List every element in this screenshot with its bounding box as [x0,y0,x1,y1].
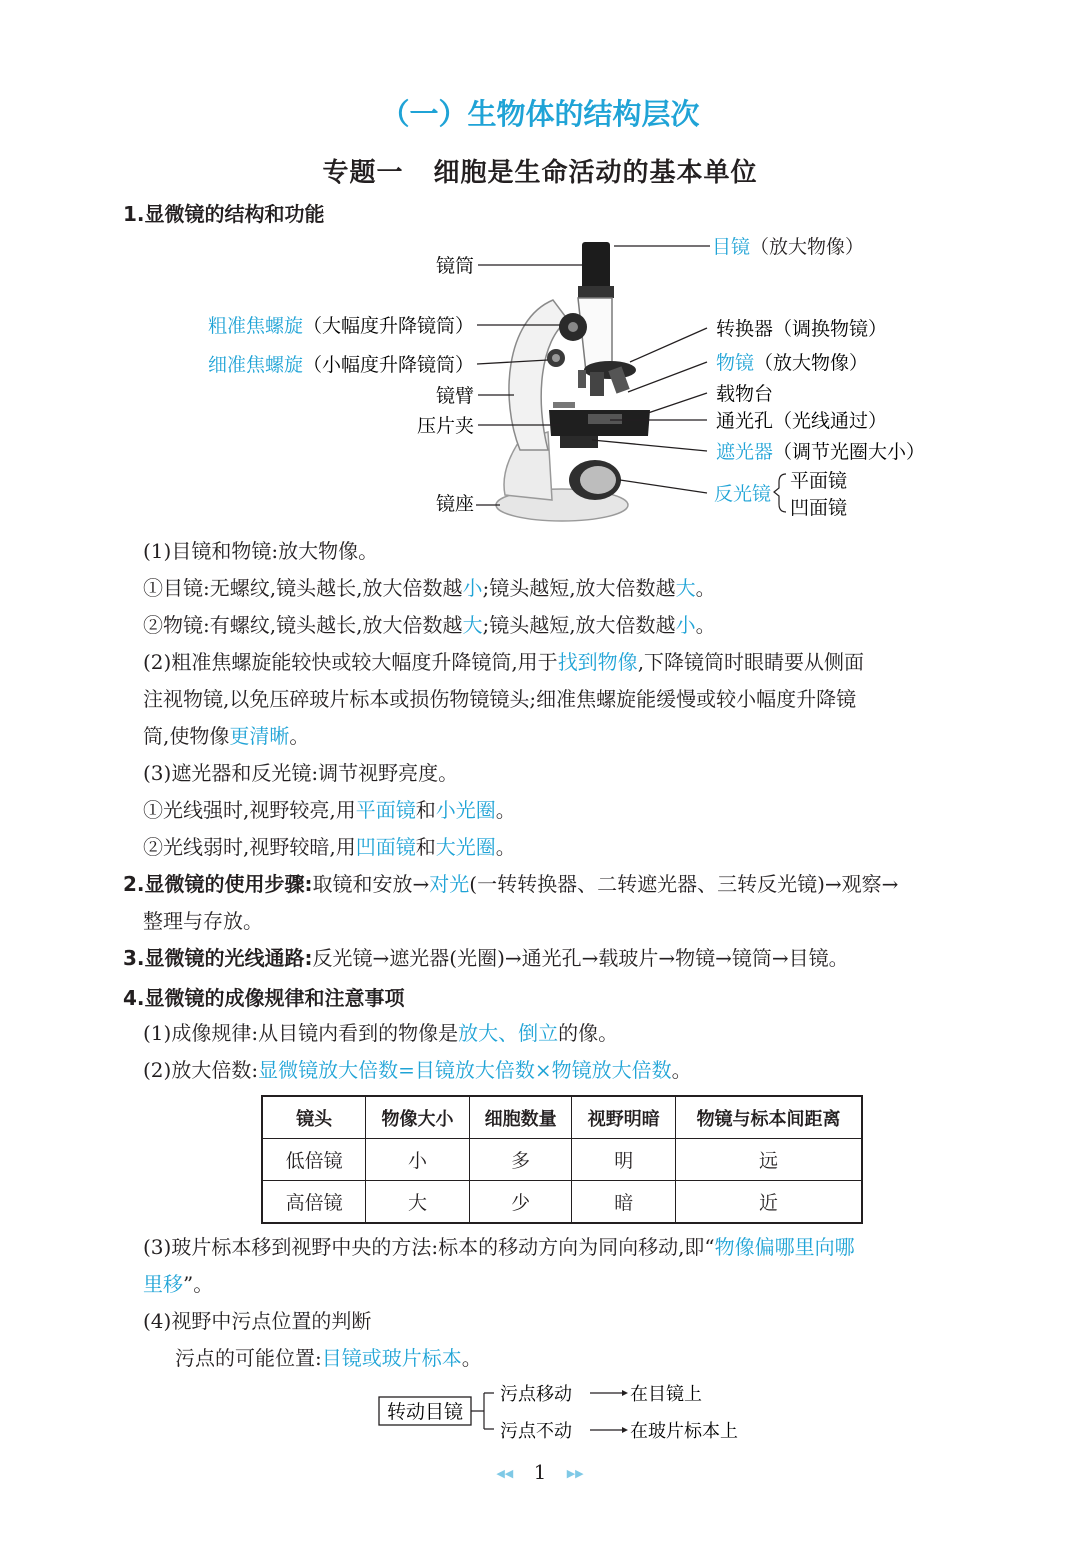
stain-bracket [471,1393,494,1429]
table-cell: 高倍镜 [262,1181,366,1224]
s3-line: 3.显微镜的光线通路:反光镜→遮光器(光圈)→通光孔→载玻片→物镜→镜筒→目镜。 [123,946,849,970]
s1-p3: (3)遮光器和反光镜:调节视野亮度。 [143,761,459,785]
s2-line2: 整理与存放。 [143,909,263,933]
nosepiece-label: 转换器（调换物镜） [716,318,888,340]
s4-p3-line1: (3)玻片标本移到视野中央的方法:标本的移动方向为同向移动,即“物像偏哪里向哪 [143,1235,855,1259]
stain-row1-left: 污点移动 [500,1384,572,1405]
mirror-label: 反光镜 [714,483,772,505]
arrow-head-icon [622,1390,628,1396]
next-arrows-icon: ▶▶ [566,1467,584,1480]
s4-heading: 4.显微镜的成像规律和注意事项 [123,986,405,1010]
s4-p3-line2: 里移”。 [143,1272,214,1296]
hole-label: 通光孔（光线通过） [716,410,888,432]
page-number: 1 [533,1460,547,1484]
table-cell: 远 [676,1139,862,1181]
table-header: 细胞数量 [469,1096,572,1139]
table-header: 物镜与标本间距离 [676,1096,862,1139]
eyepiece-label: 目镜（放大物像） [712,236,865,258]
mirror-brace [774,474,786,512]
s1-heading: 1.显微镜的结构和功能 [123,202,325,226]
s3-heading: 3.显微镜的光线通路: [123,946,313,970]
topic-title [0,152,1080,189]
objective-label: 物镜（放大物像） [716,352,869,374]
table-row [262,1181,862,1224]
table-header: 镜头 [262,1096,366,1139]
table-cell: 少 [469,1181,572,1224]
table-cell: 小 [366,1139,470,1181]
fine-focus-label: 细准焦螺旋（小幅度升降镜筒） [207,354,474,376]
s1-p2-line1: (2)粗准焦螺旋能较快或较大幅度升降镜筒,用于找到物像,下降镜筒时眼睛要从侧面 [143,650,865,674]
mirror-flat-label: 平面镜 [790,470,848,492]
microscope-diagram [0,230,1080,530]
table-header-row [262,1096,862,1139]
stain-row1-right: 在目镜上 [630,1384,702,1405]
stain-row2-left: 污点不动 [500,1421,572,1442]
lens-comparison-table [261,1095,863,1224]
s1-p1b: ②物镜:有螺纹,镜头越长,放大倍数越大;镜头越短,放大倍数越小。 [143,613,716,637]
mirror-concave-label: 凹面镜 [790,497,848,519]
coarse-focus-label: 粗准焦螺旋（大幅度升降镜筒） [207,315,474,337]
table-cell: 近 [676,1181,862,1224]
section-title: （一）生物体的结构层次 [380,97,700,131]
diaphragm-label: 遮光器（调节光圈大小） [716,441,926,463]
s1-p2-line3: 筒,使物像更清晰。 [143,724,310,748]
page-footer [0,1460,1080,1484]
prev-arrows-icon: ◀◀ [496,1467,514,1480]
stage-label: 载物台 [716,383,774,405]
base-label: 镜座 [435,493,474,515]
topic-name: 细胞是生命活动的基本单位 [433,158,758,188]
table-header: 视野明暗 [572,1096,676,1139]
s1-p1: (1)目镜和物镜:放大物像。 [143,539,379,563]
s4-p2: (2)放大倍数:显微镜放大倍数=目镜放大倍数×物镜放大倍数。 [143,1058,692,1082]
s1-p3b: ②光线弱时,视野较暗,用凹面镜和大光圈。 [143,835,516,859]
table-cell: 多 [469,1139,572,1181]
stain-box-label: 转动目镜 [386,1401,464,1423]
table-cell: 低倍镜 [262,1139,366,1181]
stain-row2-right: 在玻片标本上 [630,1421,738,1442]
table-row [262,1139,862,1181]
s2-heading: 2.显微镜的使用步骤: [123,872,313,896]
s1-p2-line2: 注视物镜,以免压碎玻片标本或损伤物镜镜头;细准焦螺旋能缓慢或较小幅度升降镜 [143,687,857,711]
topic-label: 专题一 [322,158,404,188]
tube-label: 镜筒 [435,255,474,277]
clip-label: 压片夹 [416,415,474,437]
s1-p3a: ①光线强时,视野较亮,用平面镜和小光圈。 [143,798,516,822]
arrow-head-icon [622,1427,628,1433]
stain-judgment-diagram [370,1375,770,1447]
table-cell: 明 [572,1139,676,1181]
s4-p4: (4)视野中污点位置的判断 [143,1309,372,1333]
table-cell: 暗 [572,1181,676,1224]
arm-label: 镜臂 [435,385,474,407]
s1-p1a: ①目镜:无螺纹,镜头越长,放大倍数越小;镜头越短,放大倍数越大。 [143,576,716,600]
s4-p4a: 污点的可能位置:目镜或玻片标本。 [175,1346,482,1370]
microscope-illustration [496,242,650,521]
s2-line1: 2.显微镜的使用步骤:取镜和安放→对光(一转转换器、二转遮光器、三转反光镜)→观察→ [123,872,899,896]
table-cell: 大 [366,1181,470,1224]
s4-p1: (1)成像规律:从目镜内看到的物像是放大、倒立的像。 [143,1021,619,1045]
table-header: 物像大小 [366,1096,470,1139]
